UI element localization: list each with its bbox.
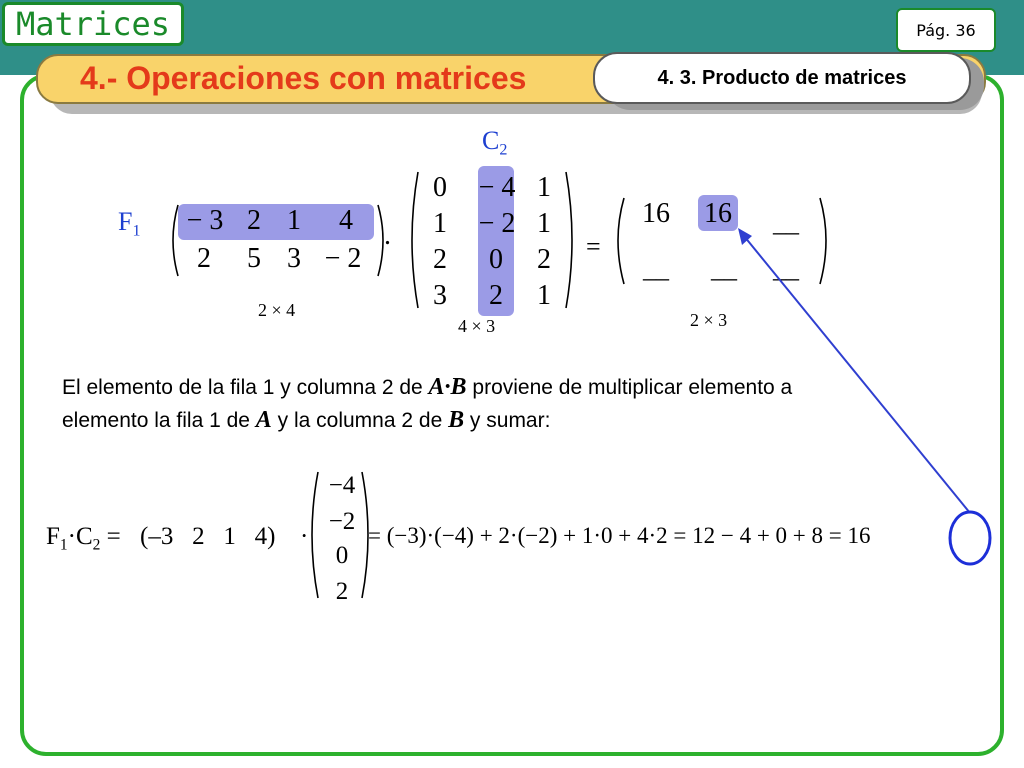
result-cell: 16	[704, 198, 732, 229]
matrix-b-cell: 3	[433, 280, 447, 311]
column-vector-cell: 0	[335, 542, 349, 569]
matrix-c-left-paren	[618, 198, 624, 284]
matrix-c-right-paren	[820, 198, 826, 284]
matrix-a-cell: − 2	[324, 243, 362, 274]
result-cell: 16	[642, 198, 670, 229]
matrix-a-left-paren	[173, 205, 178, 276]
equals-sign: =	[586, 232, 601, 261]
page-number: Pág. 36	[896, 8, 996, 52]
result-blank: __	[773, 254, 799, 283]
matrix-b-dims: 4 × 3	[458, 316, 496, 336]
row-vector: (–3 2 1 4)	[140, 523, 276, 550]
matrix-a-right-paren	[378, 205, 383, 276]
result-circle	[950, 512, 990, 564]
equation-rhs: = (−3)·(−4) + 2·(−2) + 1·0 + 4·2 = 12 − 4 + 0 + 8 = 16	[368, 523, 871, 548]
matrix-a-cell: 5	[247, 243, 261, 274]
matrix-c-dims: 2 × 3	[690, 310, 728, 330]
brand-label: Matrices	[2, 2, 184, 46]
matrix-b-cell: 0	[489, 244, 503, 275]
row-label: $F_1$	[118, 207, 141, 240]
matrix-a-cell: 1	[287, 205, 301, 236]
times-dot: ·	[300, 523, 309, 550]
matrix-b-cell: − 4	[478, 172, 516, 203]
page-title: 4.- Operaciones con matrices	[80, 60, 527, 96]
matrix-b-right-paren	[566, 172, 572, 308]
matrix-b-cell: 1	[537, 280, 551, 311]
column-vector-left-paren	[312, 472, 318, 598]
matrix-b-cell: 2	[489, 280, 503, 311]
explanation-text: El elemento de la fila 1 y columna 2 de A·B proviene de multiplicar elemento a elemento la fila 1 de A y la columna 2 de B y sumar:	[62, 374, 793, 433]
matrix-a-cell: 4	[339, 205, 353, 236]
column-label: $C_2$	[482, 126, 508, 159]
result-blank: __	[711, 254, 737, 283]
matrix-a-dims: 2 × 4	[258, 300, 296, 320]
result-blank: __	[773, 208, 799, 237]
matrix-a-cell: − 3	[186, 205, 224, 236]
matrix-a-cell: 2	[197, 243, 211, 274]
matrix-b-cell: 1	[537, 172, 551, 203]
matrix-b-cell: 1	[537, 208, 551, 239]
matrix-b-left-paren	[412, 172, 418, 308]
matrix-a-cell: 3	[287, 243, 301, 274]
pointer-arrow	[744, 236, 970, 513]
matrix-b-cell: 1	[433, 208, 447, 239]
result-blank: __	[643, 254, 669, 283]
column-vector-cell: 2	[335, 578, 349, 605]
matrix-b-cell: − 2	[478, 208, 516, 239]
column-vector-cell: −4	[328, 472, 356, 499]
subtitle-tab: 4. 3. Producto de matrices	[593, 52, 971, 104]
equation-lhs: $F_1\cdot C_2$ =	[46, 523, 121, 554]
column-vector-right-paren	[362, 472, 368, 598]
column-vector-cell: −2	[328, 508, 356, 535]
matrix-b-cell: 2	[537, 244, 551, 275]
matrix-b-cell: 0	[433, 172, 447, 203]
product-dot: .	[384, 220, 391, 251]
matrix-b-cell: 2	[433, 244, 447, 275]
matrix-a-cell: 2	[247, 205, 261, 236]
